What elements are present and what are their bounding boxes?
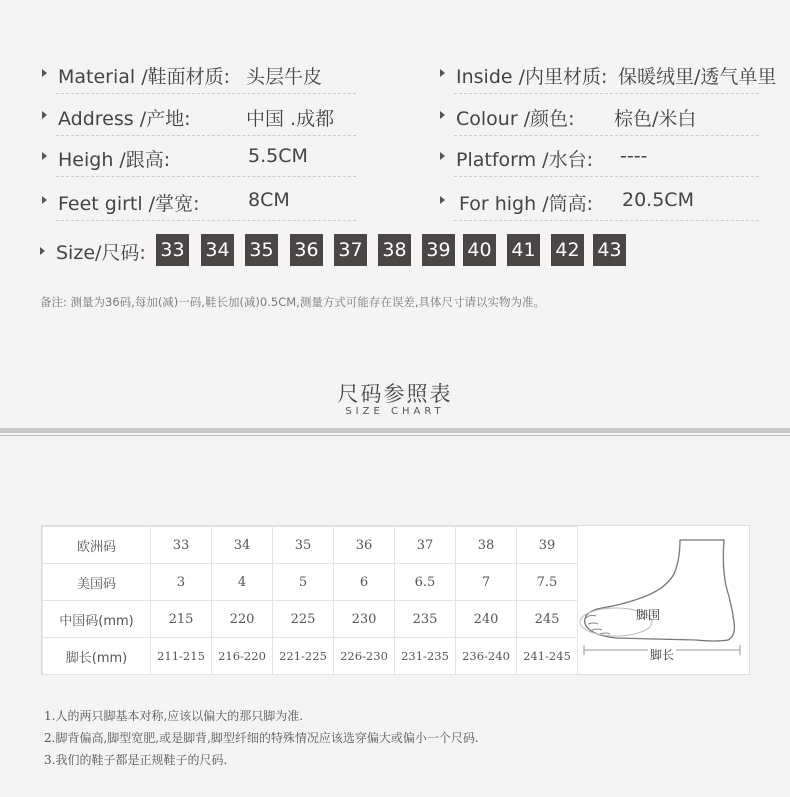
size-option[interactable]: 39 — [422, 234, 455, 266]
tip-item: 3.我们的鞋子都是正规鞋子的尺码. — [44, 753, 228, 767]
table-row — [43, 638, 578, 675]
dashed-divider — [454, 220, 759, 221]
dashed-divider — [454, 135, 759, 136]
table-cell: 225 — [273, 601, 334, 638]
bullet-arrow-icon — [42, 69, 47, 77]
size-chart-title: 尺码参照表 — [337, 382, 453, 406]
dashed-divider — [56, 220, 356, 221]
table-cell: 241-245 — [517, 638, 578, 675]
table-row — [43, 527, 578, 564]
spec-value: 20.5CM — [622, 189, 694, 211]
spec-key: Platform /水台: — [456, 149, 593, 171]
row-label: 中国码(mm) — [43, 601, 151, 638]
spec-platform — [440, 139, 785, 179]
table-row — [43, 564, 578, 601]
spec-value: 8CM — [248, 189, 290, 211]
dashed-divider — [454, 176, 759, 177]
size-option[interactable]: 43 — [593, 234, 626, 266]
size-option[interactable]: 42 — [551, 234, 584, 266]
bullet-arrow-icon — [440, 69, 445, 77]
table-row — [43, 601, 578, 638]
tip-item: 2.脚背偏高,脚型宽肥,或是脚背,脚型纤细的特殊情况应该选穿偏大或偏小一个尺码. — [44, 731, 479, 745]
size-label: Size/尺码: — [56, 242, 146, 264]
bullet-arrow-icon — [40, 247, 45, 255]
spec-material — [42, 56, 362, 96]
size-option[interactable]: 35 — [245, 234, 278, 266]
table-cell: 230 — [334, 601, 395, 638]
spec-key: For high /筒高: — [459, 193, 593, 215]
spec-value: 头层牛皮 — [246, 66, 323, 88]
spec-value: 5.5CM — [248, 145, 308, 167]
row-label: 美国码 — [43, 564, 151, 601]
spec-key: Feet girtl /掌宽: — [58, 193, 200, 215]
bullet-arrow-icon — [42, 152, 47, 160]
section-divider-band — [0, 428, 790, 433]
spec-for-high — [440, 183, 785, 223]
table-cell: 6.5 — [395, 564, 456, 601]
spec-feet-girth — [42, 183, 362, 223]
dashed-divider — [56, 93, 356, 94]
size-option[interactable]: 36 — [290, 234, 323, 266]
size-chart-table — [41, 525, 750, 675]
table-cell: 211-215 — [151, 638, 212, 675]
table-cell: 5 — [273, 564, 334, 601]
table-cell: 7.5 — [517, 564, 578, 601]
table-cell: 34 — [212, 527, 273, 564]
size-tips — [44, 705, 479, 771]
spec-key: Address /产地: — [58, 108, 191, 130]
table-cell: 216-220 — [212, 638, 273, 675]
table-cell: 226-230 — [334, 638, 395, 675]
size-option[interactable]: 34 — [201, 234, 234, 266]
measurement-note: 备注: 测量为36码,每加(减)一码,鞋长加(减)0.5CM,测量方式可能存在误差,具体尺寸请以实物为准。 — [40, 295, 545, 309]
spec-address — [42, 98, 362, 138]
dashed-divider — [56, 176, 356, 177]
size-option[interactable]: 33 — [156, 234, 189, 266]
size-option[interactable]: 38 — [378, 234, 411, 266]
table-cell: 35 — [273, 527, 334, 564]
bullet-arrow-icon — [440, 152, 445, 160]
foot-girth-label: 脚围 — [636, 608, 661, 622]
spec-inside — [440, 56, 785, 96]
section-divider-line — [0, 435, 790, 436]
spec-value: 保暖绒里/透气单里 — [618, 66, 777, 88]
spec-value: 棕色/米白 — [614, 108, 697, 130]
bullet-arrow-icon — [42, 196, 47, 204]
spec-colour — [440, 98, 785, 138]
table-cell: 37 — [395, 527, 456, 564]
tip-item: 1.人的两只脚基本对称,应该以偏大的那只脚为准. — [44, 709, 304, 723]
table-cell: 231-235 — [395, 638, 456, 675]
table-cell: 221-225 — [273, 638, 334, 675]
row-label: 欧洲码 — [43, 527, 151, 564]
table-cell: 4 — [212, 564, 273, 601]
bullet-arrow-icon — [440, 196, 445, 204]
bullet-arrow-icon — [42, 111, 47, 119]
table-cell: 39 — [517, 527, 578, 564]
size-option[interactable]: 37 — [334, 234, 367, 266]
size-chart-subtitle: SIZE CHART — [345, 406, 445, 417]
spec-value: ---- — [620, 145, 648, 167]
foot-diagram — [576, 526, 748, 674]
table-cell: 215 — [151, 601, 212, 638]
spec-key: Colour /颜色: — [456, 108, 575, 130]
table-cell: 7 — [456, 564, 517, 601]
table-cell: 236-240 — [456, 638, 517, 675]
table-cell: 33 — [151, 527, 212, 564]
row-label: 脚长(mm) — [43, 638, 151, 675]
bullet-arrow-icon — [440, 111, 445, 119]
spec-value: 中国 .成都 — [246, 108, 335, 130]
dashed-divider — [56, 135, 356, 136]
table-cell: 38 — [456, 527, 517, 564]
spec-key: Inside /内里材质: — [456, 66, 608, 88]
spec-key: Heigh /跟高: — [58, 149, 171, 171]
foot-length-label: 脚长 — [650, 648, 675, 662]
spec-key: Material /鞋面材质: — [58, 66, 231, 88]
table-cell: 3 — [151, 564, 212, 601]
spec-heigh — [42, 139, 362, 179]
table-cell: 245 — [517, 601, 578, 638]
size-option[interactable]: 41 — [507, 234, 540, 266]
table-cell: 240 — [456, 601, 517, 638]
size-option[interactable]: 40 — [463, 234, 496, 266]
dashed-divider — [454, 93, 759, 94]
table-cell: 220 — [212, 601, 273, 638]
table-cell: 235 — [395, 601, 456, 638]
table-cell: 6 — [334, 564, 395, 601]
table-cell: 36 — [334, 527, 395, 564]
